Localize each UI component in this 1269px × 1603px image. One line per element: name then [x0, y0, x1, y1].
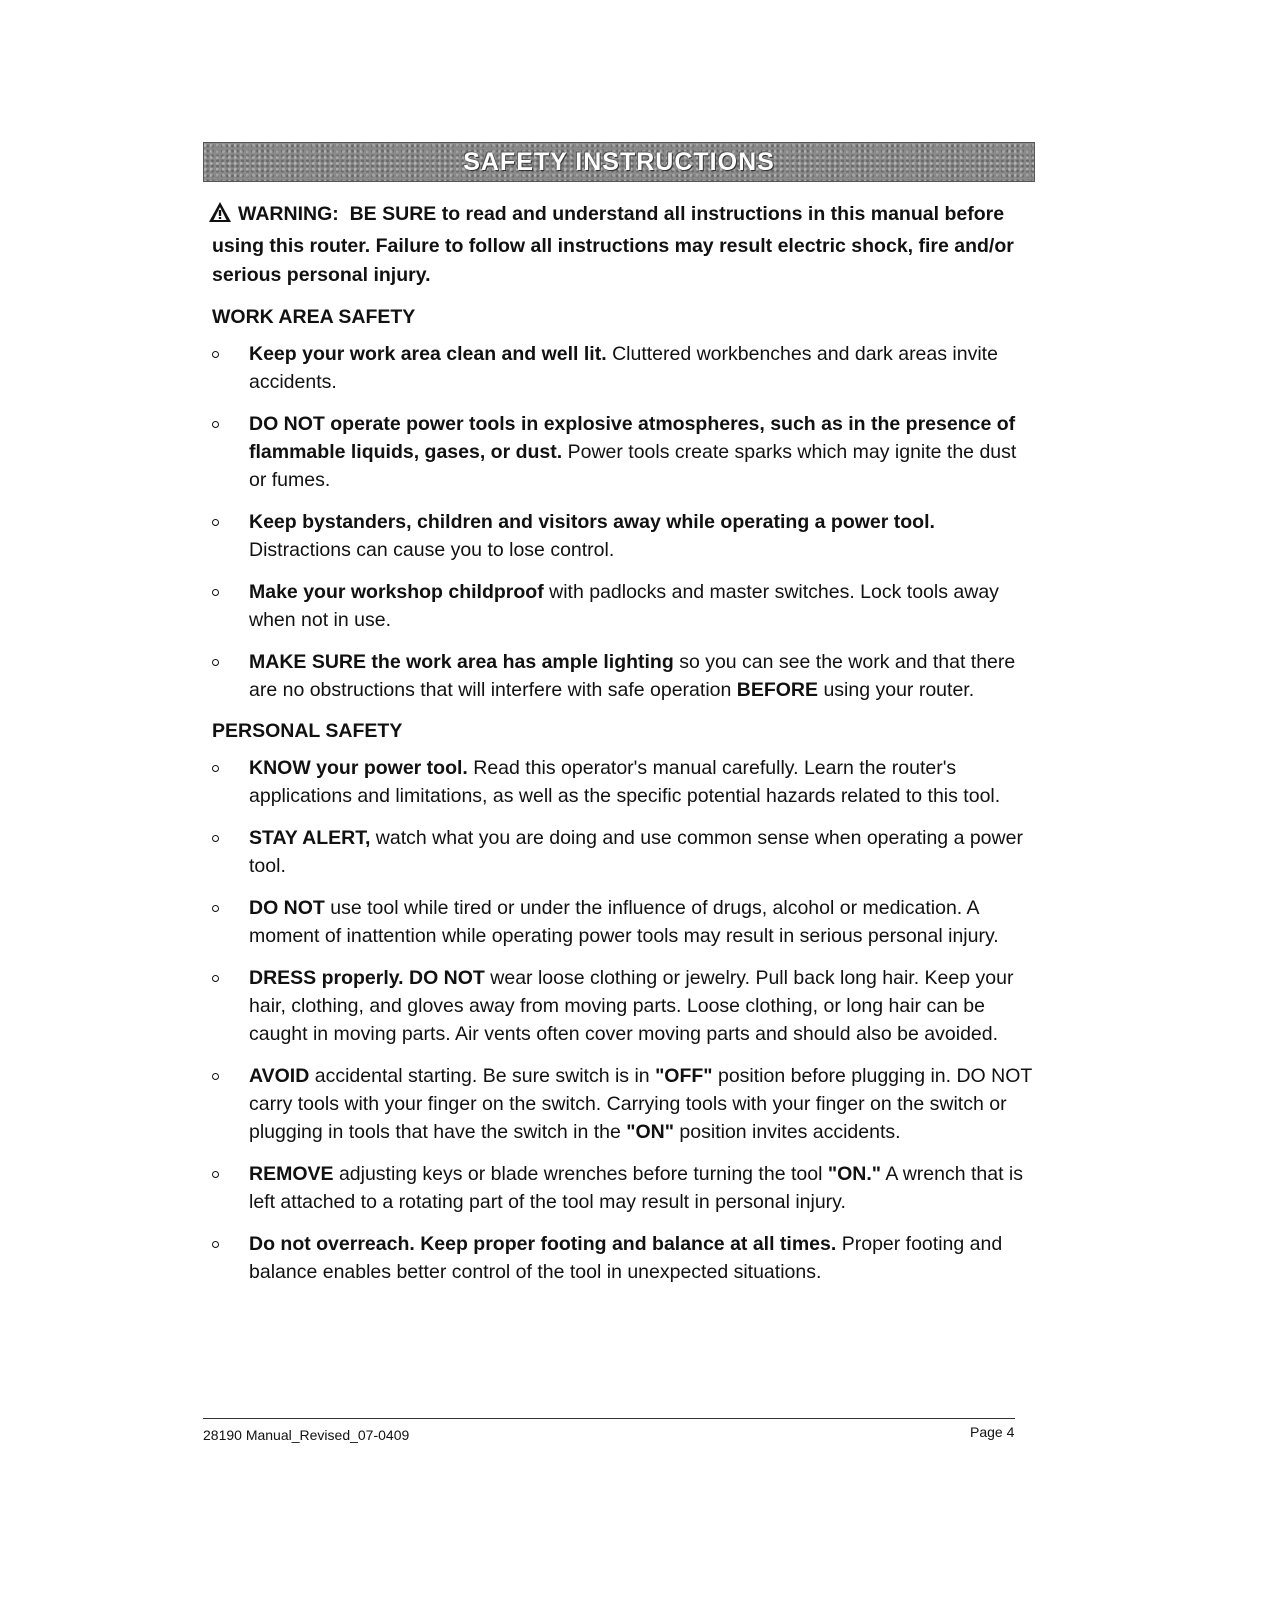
list-item: DO NOT operate power tools in explosive atmospheres, such as in the presence of flammable liquids, gases, or dust. Power tools create sparks which may ignite the dust or fumes.	[212, 410, 1032, 494]
page-title: SAFETY INSTRUCTIONS	[463, 147, 775, 176]
work-area-list	[212, 340, 1032, 704]
document-body	[212, 200, 1032, 1300]
warning-text: to read and understand all instructions in this manual before using this router. Failure to follow all instructions may result electric shock, fire and/or serious personal injury.	[212, 203, 1014, 286]
list-item: AVOID accidental starting. Be sure switch is in "OFF" position before plugging in. DO NOT carry tools with your finger on the switch. Carrying tools with your finger on the switch or plugging in tools that have the switch in the "ON" position invites accidents.	[212, 1062, 1032, 1146]
bullet-icon	[212, 421, 219, 428]
section-banner	[203, 142, 1035, 182]
bullet-icon	[212, 1241, 219, 1248]
bullet-icon	[212, 765, 219, 772]
warning-be-sure: BE SURE	[349, 203, 437, 225]
footer-page-number: Page 4	[970, 1424, 1015, 1440]
list-item: REMOVE adjusting keys or blade wrenches before turning the tool "ON." A wrench that is left attached to a rotating part of the tool may result in personal injury.	[212, 1160, 1032, 1216]
list-item: Make your workshop childproof with padlocks and master switches. Lock tools away when not in use.	[212, 578, 1032, 634]
list-item: Do not overreach. Keep proper footing and balance at all times. Proper footing and balance enables better control of the tool in unexpected situations.	[212, 1230, 1032, 1286]
bullet-icon	[212, 905, 219, 912]
bullet-icon	[212, 351, 219, 358]
section-heading-personal: PERSONAL SAFETY	[212, 720, 403, 742]
list-item: STAY ALERT, watch what you are doing and use common sense when operating a power tool.	[212, 824, 1032, 880]
list-item: MAKE SURE the work area has ample lighting so you can see the work and that there are no obstructions that will interfere with safe operation BEFORE using your router.	[212, 648, 1032, 704]
list-item: Keep your work area clean and well lit. Cluttered workbenches and dark areas invite accidents.	[212, 340, 1032, 396]
bullet-icon	[212, 1171, 219, 1178]
list-item: Keep bystanders, children and visitors away while operating a power tool. Distractions can cause you to lose control.	[212, 508, 1032, 564]
bullet-icon	[212, 659, 219, 666]
personal-safety-list	[212, 754, 1032, 1286]
bullet-icon	[212, 835, 219, 842]
list-item: DO NOT use tool while tired or under the influence of drugs, alcohol or medication. A moment of inattention while operating power tools may result in serious personal injury.	[212, 894, 1032, 950]
bullet-icon	[212, 519, 219, 526]
warning-label: WARNING:	[238, 203, 339, 225]
warning-paragraph	[212, 200, 1032, 290]
footer-divider	[203, 1418, 1015, 1419]
bullet-icon	[212, 589, 219, 596]
footer-doc-id: 28190 Manual_Revised_07-0409	[203, 1427, 410, 1443]
section-heading-work-area: WORK AREA SAFETY	[212, 306, 416, 328]
bullet-icon	[212, 975, 219, 982]
warning-triangle-icon	[208, 201, 238, 232]
list-item: DRESS properly. DO NOT wear loose clothing or jewelry. Pull back long hair. Keep your hair, clothing, and gloves away from moving parts. Loose clothing, or long hair can be caught in moving parts. Air vents often cover moving parts and should also be avoided.	[212, 964, 1032, 1048]
list-item: KNOW your power tool. Read this operator's manual carefully. Learn the router's applications and limitations, as well as the specific potential hazards related to this tool.	[212, 754, 1032, 810]
bullet-icon	[212, 1073, 219, 1080]
